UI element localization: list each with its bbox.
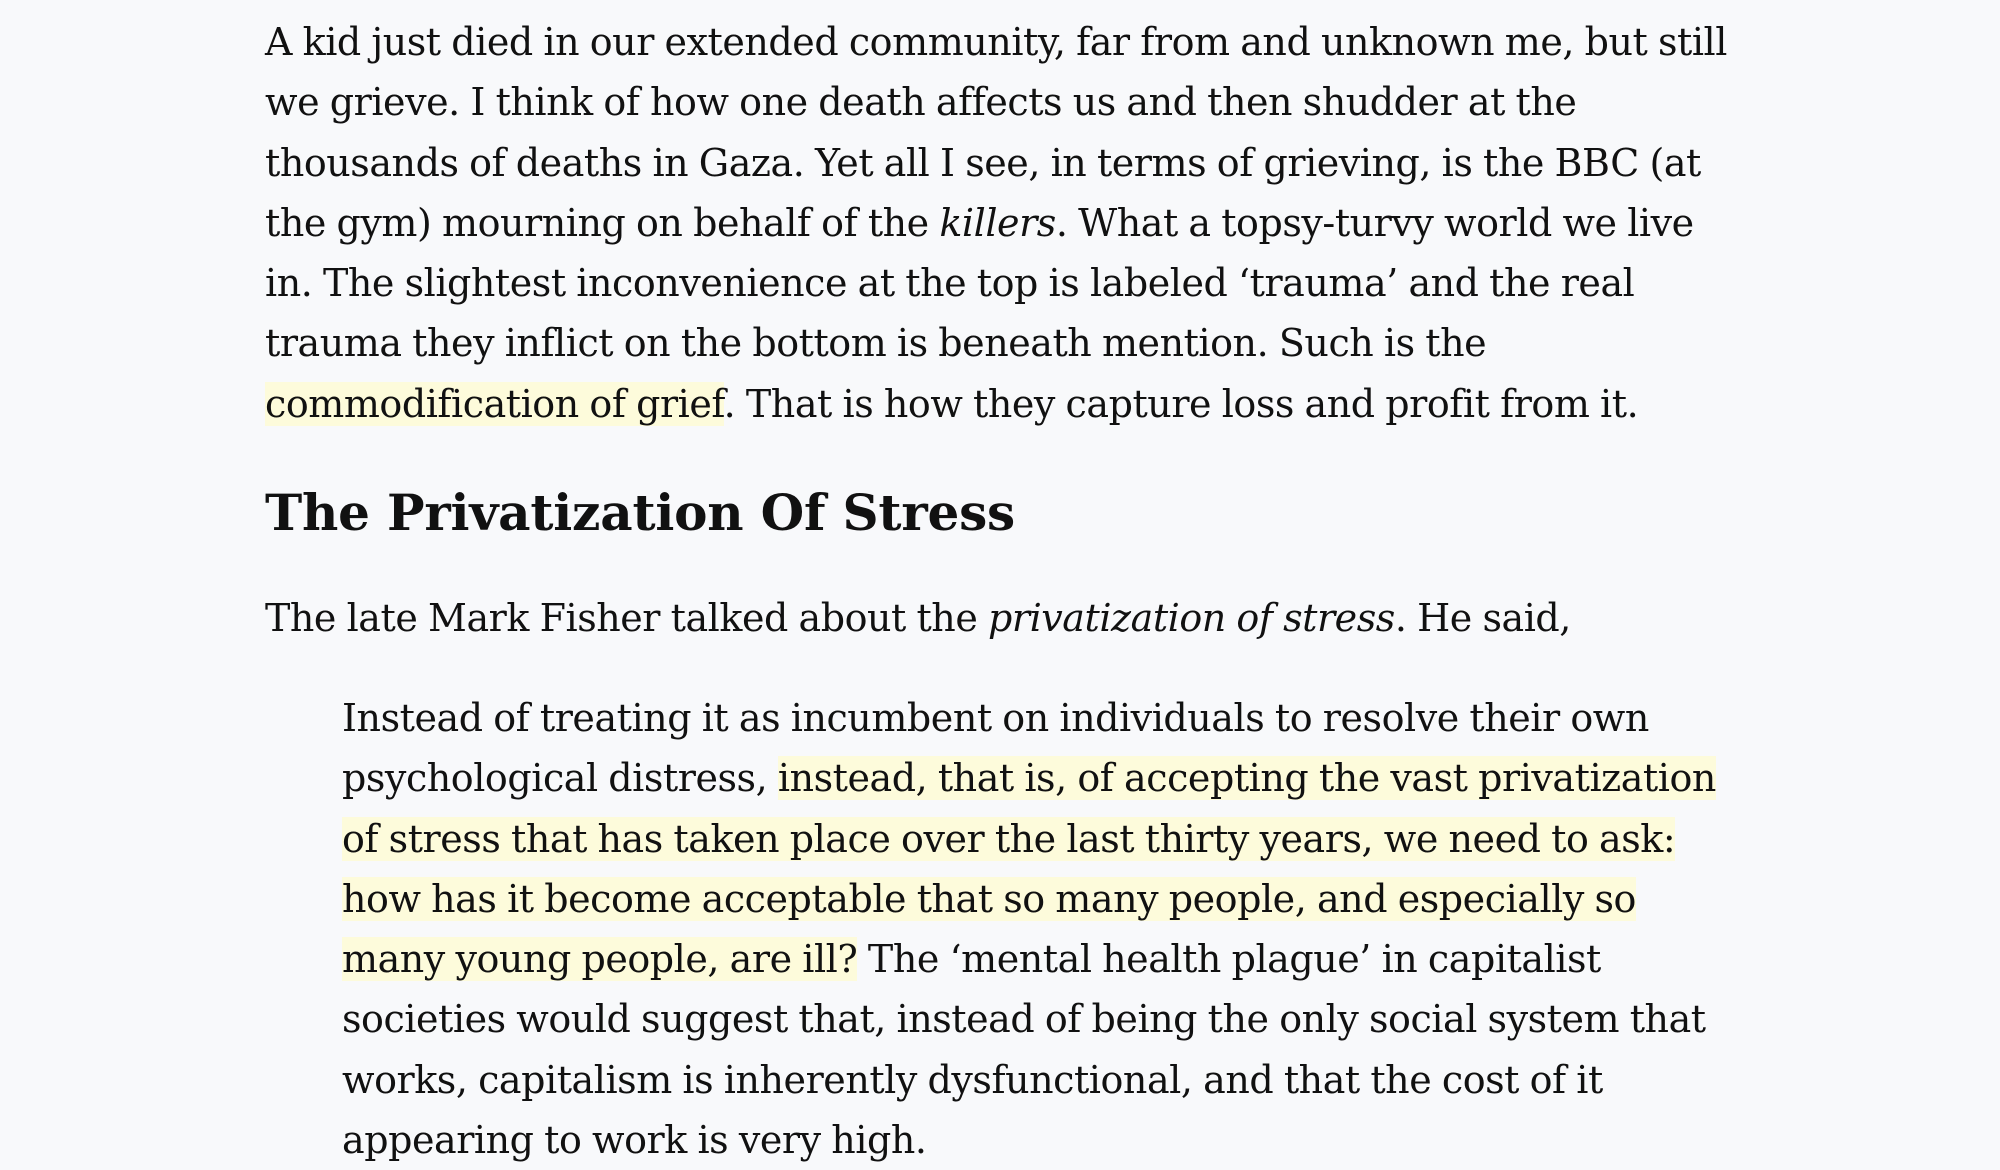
article-body (265, 12, 1740, 1163)
paragraph-text: . That is how they capture loss and profit from it. (723, 381, 1639, 426)
emphasis-privatization-of-stress: privatization of stress (988, 596, 1395, 640)
emphasis-killers: killers (939, 200, 1056, 245)
blockquote-fisher (342, 688, 1742, 1170)
section-heading: The Privatization Of Stress (265, 483, 1015, 542)
highlighted-text[interactable]: instead, that is, of accepting the vast privatization of stress that has taken place over the last thirty years, we need to ask: how has it become acceptable that so many people, and especially so many young people, are ill? (342, 756, 1716, 982)
paragraph-grief (265, 12, 1740, 434)
highlighted-text[interactable]: commodification of grief (265, 381, 724, 426)
quote-text: The ‘mental health plague’ in capitalist societies would suggest that, instead of being the only social system that works, capitalism is inherently dysfunctional, and that the cost of it appearing to work is very high. (342, 937, 1706, 1163)
paragraph-intro (265, 588, 1571, 648)
paragraph-text: . He said, (1394, 596, 1571, 640)
paragraph-text: A kid just died in our extended community, far from and unknown me, but still we grieve. I think of how one death affects us and then shudder at the thousands of deaths in Gaza. Yet all I see, in terms of grieving, is the BBC (at the gym) mourning on behalf of the (265, 20, 1727, 245)
paragraph-text: . What a topsy-turvy world we live in. The slightest inconvenience at the top is labeled ‘trauma’ and the real trauma they inflict on the bottom is beneath mention. Such is the (265, 200, 1694, 366)
quote-text: Instead of treating it as incumbent on individuals to resolve their own psychological distress, (342, 696, 1649, 801)
paragraph-text: The late Mark Fisher talked about the (265, 596, 988, 640)
